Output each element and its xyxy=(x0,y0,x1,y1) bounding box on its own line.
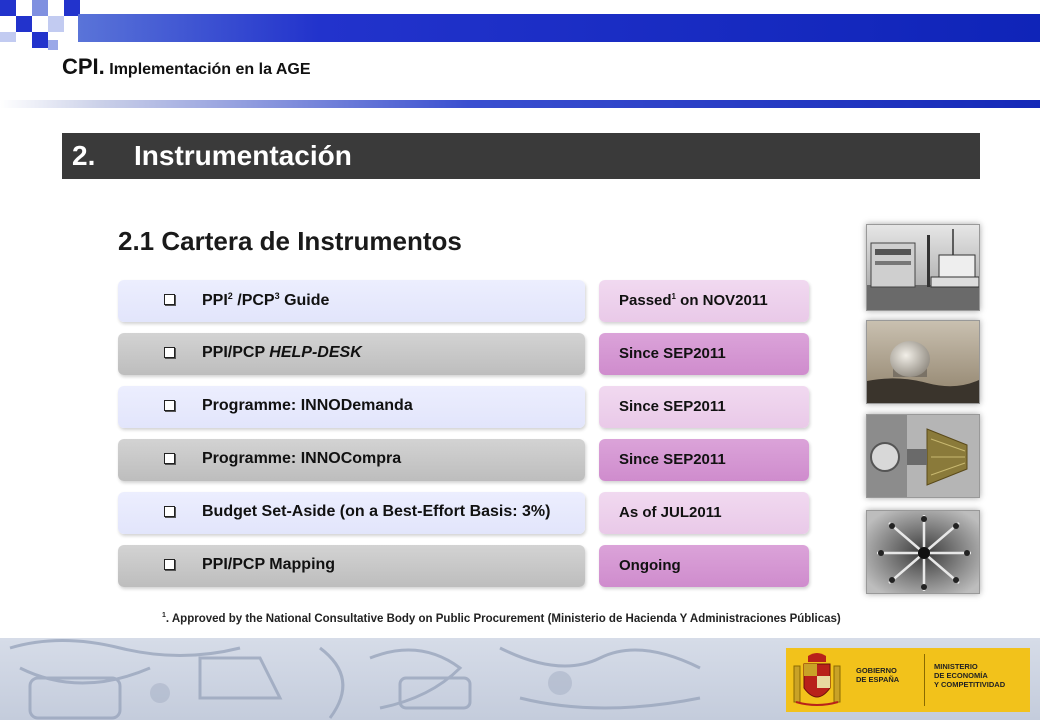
coat-of-arms-icon xyxy=(792,652,842,708)
header-title-sub: Implementación en la AGE xyxy=(109,61,311,78)
status-label: Since SEP2011 xyxy=(619,398,726,415)
instrument-label: PPI$^2$ /PCP$^3$ Guide xyxy=(202,291,330,309)
header-title-main: CPI. xyxy=(62,54,105,79)
photo-observatory xyxy=(866,320,980,404)
instrument-label: PPI/PCP Mapping xyxy=(202,556,336,573)
gobierno-text: GOBIERNO DE ESPAÑA xyxy=(856,666,900,684)
brand-squares-logo xyxy=(0,0,90,60)
heraldic-watermark-icon xyxy=(0,638,780,720)
instrument-status-2 xyxy=(599,333,809,375)
status-label: As of JUL2011 xyxy=(619,504,722,521)
instrument-status-4 xyxy=(599,439,809,481)
checkbox-bullet-icon xyxy=(164,453,175,464)
instrument-status-6 xyxy=(599,545,809,587)
checkbox-bullet-icon xyxy=(164,559,175,570)
header-title xyxy=(62,54,310,80)
photo-ship xyxy=(866,224,980,311)
photo-machinery xyxy=(866,414,980,498)
instrument-row-3 xyxy=(118,386,585,428)
instrument-label: Programme: INNOCompra xyxy=(202,450,402,467)
ministerio-text: MINISTERIO DE ECONOMÍA Y COMPETITIVIDAD xyxy=(934,662,1006,689)
instrument-label: Programme: INNODemanda xyxy=(202,397,413,414)
checkbox-bullet-icon xyxy=(164,400,175,411)
instrument-row-1 xyxy=(118,280,585,322)
photo-spokes xyxy=(866,510,980,594)
section-title: Instrumentación xyxy=(134,140,352,171)
instrument-row-5 xyxy=(118,492,585,534)
section-number: 2. xyxy=(72,140,96,171)
header-divider xyxy=(0,100,1040,108)
header-top-bar xyxy=(78,14,1040,42)
instrument-row-2 xyxy=(118,333,585,375)
status-label: Since SEP2011 xyxy=(619,451,726,468)
instrument-label: Budget Set-Aside (on a Best-Effort Basis: 3%) xyxy=(202,503,551,520)
section-banner xyxy=(62,133,980,179)
instrument-status-3 xyxy=(599,386,809,428)
status-label: Since SEP2011 xyxy=(619,345,726,362)
checkbox-bullet-icon xyxy=(164,347,175,358)
instrument-label: PPI/PCP HELP-DESK xyxy=(202,344,362,361)
status-label: Passed$^1$ on NOV2011 xyxy=(619,292,768,309)
checkbox-bullet-icon xyxy=(164,506,175,517)
status-label: Ongoing xyxy=(619,557,681,574)
instrument-status-5 xyxy=(599,492,809,534)
gobierno-logo-panel xyxy=(786,648,1030,712)
subheading: 2.1 Cartera de Instrumentos xyxy=(118,226,462,256)
checkbox-bullet-icon xyxy=(164,294,175,305)
instrument-status-1 xyxy=(599,280,809,322)
footnote: $^1$. Approved by the National Consultative Body on Public Procurement (Ministerio de Hacienda Y Administraciones Públicas) xyxy=(162,612,841,625)
instrument-row-6 xyxy=(118,545,585,587)
instrument-row-4 xyxy=(118,439,585,481)
gov-divider xyxy=(924,654,925,706)
